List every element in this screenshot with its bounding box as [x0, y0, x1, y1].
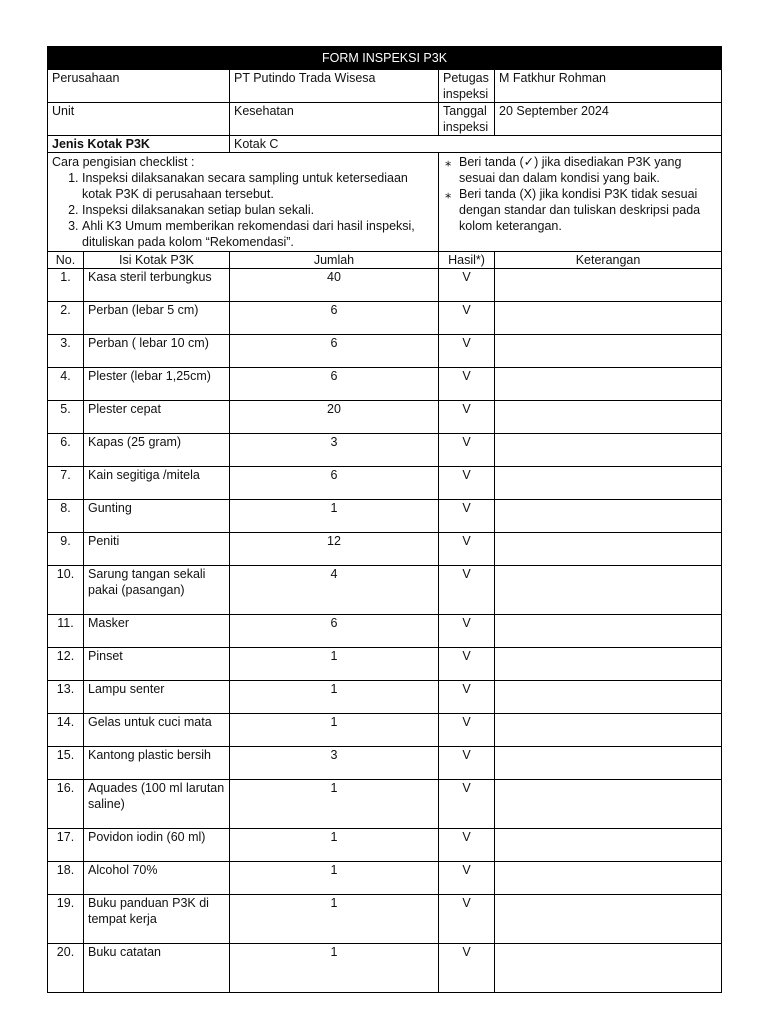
row-result: V: [439, 467, 495, 500]
row-remarks: [495, 862, 722, 895]
instructions-cell: [48, 153, 439, 252]
row-quantity: 1: [230, 681, 439, 714]
row-item: Gunting: [84, 500, 230, 533]
company-label: Perusahaan: [48, 70, 230, 103]
row-remarks: [495, 269, 722, 302]
instruction-step: 1. Inspeksi dilaksanakan secara sampling untuk ketersediaan kotak P3K di perusahaan tersebut.: [82, 170, 434, 202]
row-item: Kapas (25 gram): [84, 434, 230, 467]
table-row: [48, 829, 722, 862]
row-number: 1.: [48, 269, 84, 302]
row-remarks: [495, 714, 722, 747]
row-number: 8.: [48, 500, 84, 533]
row-quantity: 1: [230, 714, 439, 747]
row-remarks: [495, 829, 722, 862]
row-number: 5.: [48, 401, 84, 434]
row-quantity: 6: [230, 302, 439, 335]
row-result: V: [439, 862, 495, 895]
table-row: [48, 500, 722, 533]
instruction-step: 2. Inspeksi dilaksanakan setiap bulan sekali.: [82, 202, 434, 218]
row-item: Plester (lebar 1,25cm): [84, 368, 230, 401]
instruction-note: [445, 186, 717, 234]
table-row: [48, 714, 722, 747]
row-number: 3.: [48, 335, 84, 368]
box-type-value: Kotak C: [230, 136, 722, 153]
row-item: Buku panduan P3K di tempat kerja: [84, 895, 230, 944]
col-header-item: Isi Kotak P3K: [84, 252, 230, 269]
col-header-qty: Jumlah: [230, 252, 439, 269]
row-result: V: [439, 335, 495, 368]
row-result: V: [439, 566, 495, 615]
row-number: 16.: [48, 780, 84, 829]
asterisk-bullet-icon: ⁎: [445, 187, 452, 201]
unit-value: Kesehatan: [230, 103, 439, 136]
row-result: V: [439, 648, 495, 681]
row-quantity: 1: [230, 500, 439, 533]
row-item: Masker: [84, 615, 230, 648]
inspection-form: [47, 46, 721, 993]
table-row: [48, 467, 722, 500]
row-result: V: [439, 401, 495, 434]
asterisk-bullet-icon: ⁎: [445, 155, 452, 169]
table-row: [48, 780, 722, 829]
row-remarks: [495, 747, 722, 780]
instructions-notes: [443, 154, 717, 234]
row-quantity: 1: [230, 895, 439, 944]
row-quantity: 6: [230, 368, 439, 401]
row-result: V: [439, 714, 495, 747]
row-result: V: [439, 615, 495, 648]
row-remarks: [495, 615, 722, 648]
row-item: Kantong plastic bersih: [84, 747, 230, 780]
row-item: Kain segitiga /mitela: [84, 467, 230, 500]
row-remarks: [495, 533, 722, 566]
row-quantity: 12: [230, 533, 439, 566]
row-number: 18.: [48, 862, 84, 895]
row-quantity: 20: [230, 401, 439, 434]
table-row: [48, 747, 722, 780]
col-header-remarks: Keterangan: [495, 252, 722, 269]
row-number: 13.: [48, 681, 84, 714]
row-item: Plester cepat: [84, 401, 230, 434]
table-row: [48, 615, 722, 648]
table-row: [48, 269, 722, 302]
row-item: Buku catatan: [84, 944, 230, 993]
row-quantity: 3: [230, 434, 439, 467]
table-row: [48, 862, 722, 895]
inspector-label: Petugas inspeksi: [439, 70, 495, 103]
row-number: 2.: [48, 302, 84, 335]
table-row: [48, 533, 722, 566]
row-remarks: [495, 780, 722, 829]
row-result: V: [439, 368, 495, 401]
row-result: V: [439, 681, 495, 714]
row-remarks: [495, 401, 722, 434]
row-result: V: [439, 829, 495, 862]
row-number: 7.: [48, 467, 84, 500]
row-number: 17.: [48, 829, 84, 862]
row-quantity: 1: [230, 862, 439, 895]
table-row: [48, 335, 722, 368]
row-quantity: 1: [230, 829, 439, 862]
instruction-step: 3. Ahli K3 Umum memberikan rekomendasi dari hasil inspeksi, dituliskan pada kolom “Rekomendasi”.: [82, 218, 434, 250]
instructions-heading: Cara pengisian checklist :: [52, 155, 195, 169]
row-remarks: [495, 895, 722, 944]
row-result: V: [439, 747, 495, 780]
row-number: 12.: [48, 648, 84, 681]
row-result: V: [439, 269, 495, 302]
row-result: V: [439, 944, 495, 993]
row-result: V: [439, 533, 495, 566]
row-item: Pinset: [84, 648, 230, 681]
row-quantity: 4: [230, 566, 439, 615]
table-row: [48, 681, 722, 714]
row-quantity: 6: [230, 467, 439, 500]
table-row: [48, 368, 722, 401]
row-result: V: [439, 895, 495, 944]
row-result: V: [439, 500, 495, 533]
row-quantity: 3: [230, 747, 439, 780]
row-number: 14.: [48, 714, 84, 747]
row-item: Sarung tangan sekali pakai (pasangan): [84, 566, 230, 615]
row-item: Gelas untuk cuci mata: [84, 714, 230, 747]
row-number: 4.: [48, 368, 84, 401]
row-item: Kasa steril terbungkus: [84, 269, 230, 302]
row-remarks: [495, 681, 722, 714]
row-quantity: 1: [230, 648, 439, 681]
row-number: 6.: [48, 434, 84, 467]
row-remarks: [495, 648, 722, 681]
row-number: 9.: [48, 533, 84, 566]
row-remarks: [495, 335, 722, 368]
table-row: [48, 944, 722, 993]
row-item: Povidon iodin (60 ml): [84, 829, 230, 862]
instructions-steps: [52, 170, 434, 250]
row-item: Alcohol 70%: [84, 862, 230, 895]
row-result: V: [439, 780, 495, 829]
notes-cell: [439, 153, 722, 252]
note-text: Beri tanda (X) jika kondisi P3K tidak sesuai dengan standar dan tuliskan deskripsi pada kolom keterangan.: [459, 187, 701, 233]
row-quantity: 1: [230, 780, 439, 829]
note-text: Beri tanda (✓) jika disediakan P3K yang sesuai dan dalam kondisi yang baik.: [459, 155, 682, 185]
row-item: Perban (lebar 5 cm): [84, 302, 230, 335]
row-number: 20.: [48, 944, 84, 993]
company-value: PT Putindo Trada Wisesa: [230, 70, 439, 103]
unit-label: Unit: [48, 103, 230, 136]
inspection-table: [47, 46, 722, 993]
date-label: Tanggal inspeksi: [439, 103, 495, 136]
instruction-note: [445, 154, 717, 186]
row-remarks: [495, 434, 722, 467]
box-type-label: Jenis Kotak P3K: [48, 136, 230, 153]
table-row: [48, 566, 722, 615]
row-result: V: [439, 302, 495, 335]
row-number: 15.: [48, 747, 84, 780]
inspector-value: M Fatkhur Rohman: [495, 70, 722, 103]
row-result: V: [439, 434, 495, 467]
row-remarks: [495, 302, 722, 335]
table-row: [48, 648, 722, 681]
form-title: FORM INSPEKSI P3K: [48, 47, 722, 70]
item-rows: [48, 269, 722, 993]
col-header-no: No.: [48, 252, 84, 269]
row-remarks: [495, 944, 722, 993]
row-quantity: 40: [230, 269, 439, 302]
row-remarks: [495, 566, 722, 615]
row-quantity: 6: [230, 335, 439, 368]
row-quantity: 1: [230, 944, 439, 993]
row-item: Perban ( lebar 10 cm): [84, 335, 230, 368]
row-number: 19.: [48, 895, 84, 944]
col-header-result: Hasil*): [439, 252, 495, 269]
table-row: [48, 434, 722, 467]
row-item: Peniti: [84, 533, 230, 566]
row-remarks: [495, 467, 722, 500]
row-quantity: 6: [230, 615, 439, 648]
row-remarks: [495, 500, 722, 533]
row-remarks: [495, 368, 722, 401]
row-item: Aquades (100 ml larutan saline): [84, 780, 230, 829]
table-row: [48, 302, 722, 335]
date-value: 20 September 2024: [495, 103, 722, 136]
table-row: [48, 401, 722, 434]
row-number: 11.: [48, 615, 84, 648]
row-item: Lampu senter: [84, 681, 230, 714]
table-row: [48, 895, 722, 944]
row-number: 10.: [48, 566, 84, 615]
